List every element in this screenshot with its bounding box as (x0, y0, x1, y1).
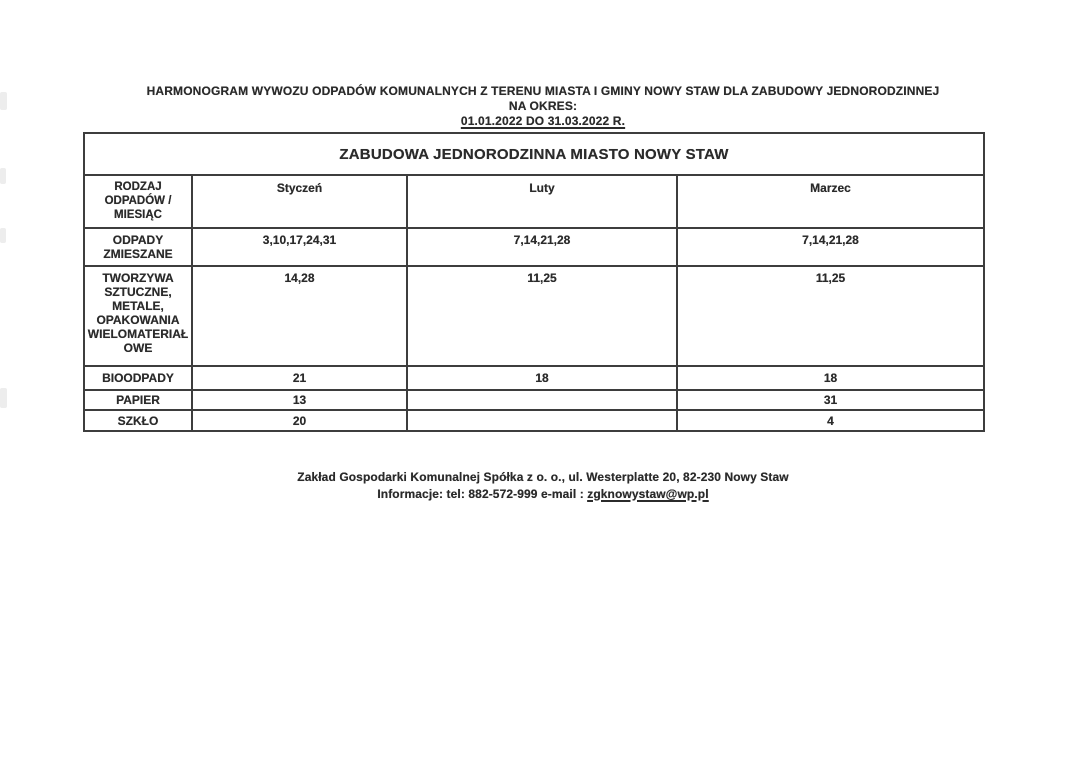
column-header-february: Luty (407, 175, 677, 228)
cell-january: 20 (192, 410, 407, 431)
row-label: PAPIER (84, 390, 192, 410)
footer-contact-line (0, 486, 1086, 503)
schedule-table (83, 132, 985, 432)
table-caption: ZABUDOWA JEDNORODZINNA MIASTO NOWY STAW (84, 133, 984, 175)
scan-artifact (0, 168, 6, 184)
cell-march: 4 (677, 410, 984, 431)
cell-february: 18 (407, 366, 677, 390)
cell-january: 13 (192, 390, 407, 410)
scan-artifact (0, 92, 7, 110)
table-row-glass (84, 410, 984, 431)
table-header-row (84, 175, 984, 228)
cell-january: 14,28 (192, 266, 407, 366)
cell-march: 31 (677, 390, 984, 410)
table-row-biowaste (84, 366, 984, 390)
cell-march: 7,14,21,28 (677, 228, 984, 266)
table-row-paper (84, 390, 984, 410)
table-caption-row (84, 133, 984, 175)
cell-february (407, 390, 677, 410)
document-footer (0, 469, 1086, 502)
footer-company-address: Zakład Gospodarki Komunalnej Spółka z o. o., ul. Westerplatte 20, 82-230 Nowy Staw (297, 470, 789, 484)
period-dates: 01.01.2022 DO 31.03.2022 R. (460, 114, 626, 128)
email-link[interactable]: zgknowystaw@wp.pl (587, 486, 709, 501)
column-header-january: Styczeń (192, 175, 407, 228)
row-label: BIOODPADY (84, 366, 192, 390)
row-label: TWORZYWA SZTUCZNE, METALE, OPAKOWANIA WIELOMATERIAŁOWE (84, 266, 192, 366)
table-row-plastics-metals (84, 266, 984, 366)
cell-february: 7,14,21,28 (407, 228, 677, 266)
scan-artifact (0, 388, 7, 408)
scan-artifact (0, 228, 6, 243)
row-label: SZKŁO (84, 410, 192, 431)
column-header-waste-type: RODZAJ ODPADÓW / MIESIĄC (84, 175, 192, 228)
cell-january: 3,10,17,24,31 (192, 228, 407, 266)
cell-january: 21 (192, 366, 407, 390)
period-label: NA OKRES: (508, 99, 578, 113)
row-label: ODPADY ZMIESZANE (84, 228, 192, 266)
cell-february: 11,25 (407, 266, 677, 366)
document-header (50, 84, 1036, 129)
page-title: HARMONOGRAM WYWOZU ODPADÓW KOMUNALNYCH Z TERENU MIASTA I GMINY NOWY STAW DLA ZABUDOWY JEDNORODZINNEJ (146, 84, 940, 98)
cell-march: 18 (677, 366, 984, 390)
column-header-march: Marzec (677, 175, 984, 228)
footer-contact-info: Informacje: tel: 882-572-999 e-mail : (377, 486, 588, 501)
cell-february (407, 410, 677, 431)
table-row-mixed-waste (84, 228, 984, 266)
cell-march: 11,25 (677, 266, 984, 366)
